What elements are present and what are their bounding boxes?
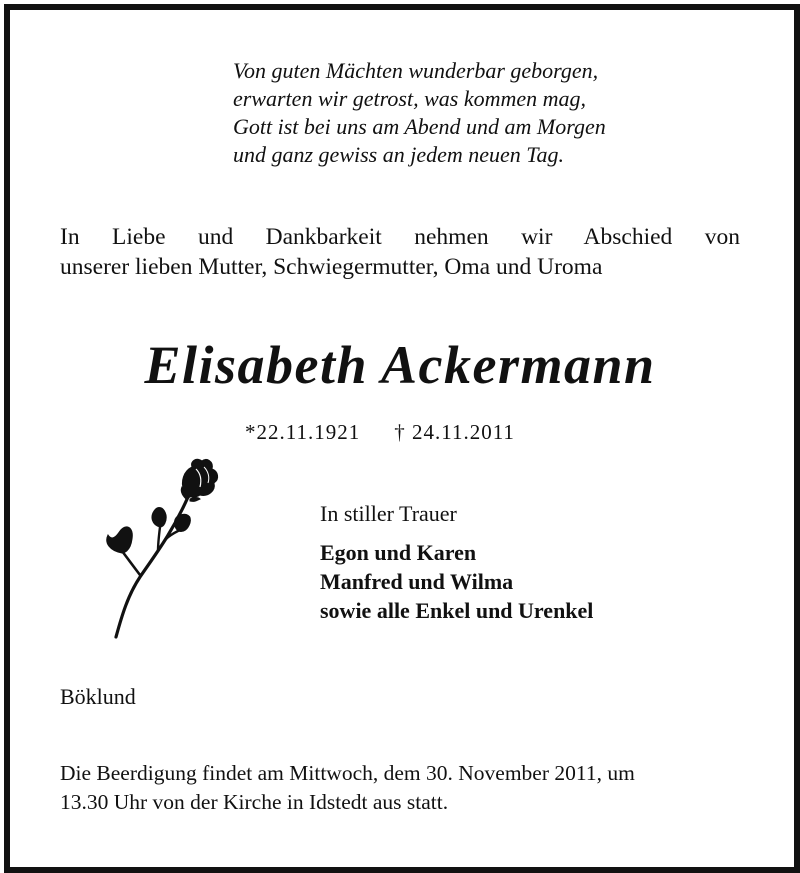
intro-line: In Liebe und Dankbarkeit nehmen wir Abschied von: [60, 224, 740, 250]
mourning-heading: In stiller Trauer: [320, 501, 457, 526]
poem: [233, 57, 713, 169]
poem-line: Gott ist bei uns am Abend und am Morgen: [233, 114, 606, 139]
mourner-line: Manfred und Wilma: [320, 569, 514, 594]
funeral-line: 13.30 Uhr von der Kirche in Idstedt aus statt.: [60, 790, 449, 814]
intro-line: unserer lieben Mutter, Schwiegermutter, Oma und Uroma: [60, 254, 603, 280]
deceased-name: Elisabeth Ackermann: [144, 335, 656, 395]
rose-icon: [100, 455, 230, 645]
funeral-line: Die Beerdigung findet am Mittwoch, dem 30. November 2011, um: [60, 761, 635, 785]
mourners-list: [320, 538, 593, 625]
death-date: † 24.11.2011: [394, 420, 515, 444]
funeral-notice: [60, 759, 760, 817]
mourner-line: Egon und Karen: [320, 540, 477, 565]
place-name: Böklund: [60, 684, 136, 709]
poem-line: und ganz gewiss an jedem neuen Tag.: [233, 142, 565, 167]
poem-line: erwarten wir getrost, was kommen mag,: [233, 86, 587, 111]
birth-date: *22.11.1921: [245, 420, 361, 444]
life-dates: [245, 418, 515, 446]
intro-text: [60, 222, 740, 282]
poem-line: Von guten Mächten wunderbar geborgen,: [233, 58, 599, 83]
mourner-line: sowie alle Enkel und Urenkel: [320, 598, 594, 623]
